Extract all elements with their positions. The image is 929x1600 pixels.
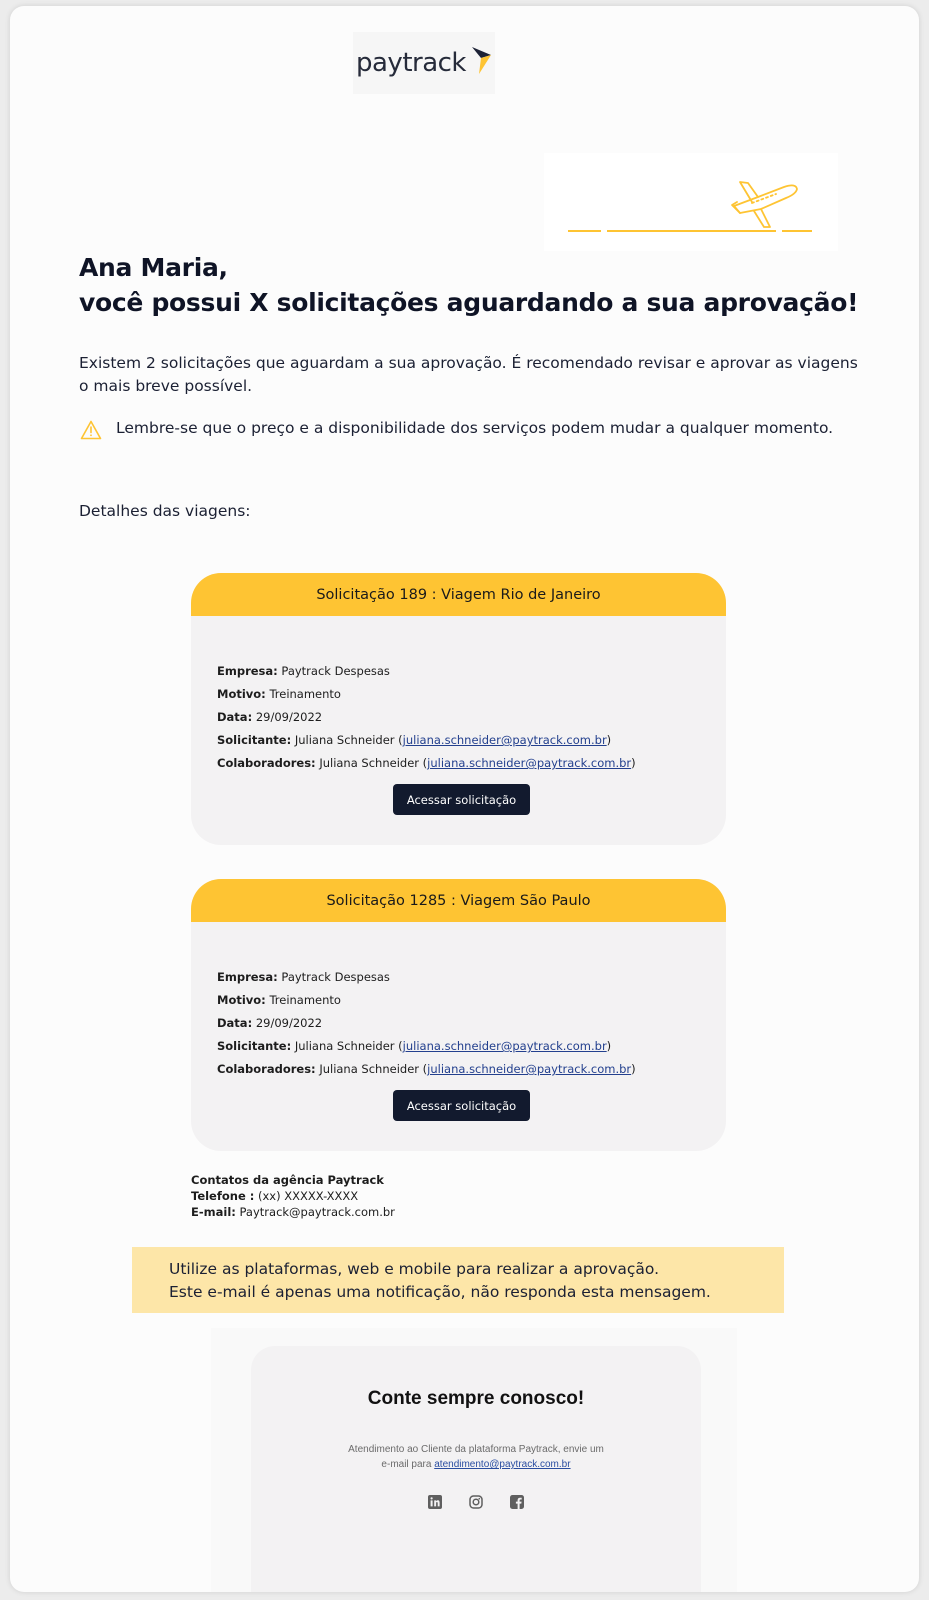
detail-solicitante: Solicitante: Juliana Schneider (juliana.schneider@paytrack.com.br): [217, 733, 612, 747]
request-card-details: [191, 922, 726, 1081]
colaboradores-email-link[interactable]: juliana.schneider@paytrack.com.br: [427, 1062, 632, 1076]
instagram-icon[interactable]: [469, 1494, 483, 1508]
request-card: [191, 573, 726, 845]
footer-text-line-1: Atendimento ao Cliente da plataforma Paytrack, envie um: [348, 1444, 604, 1455]
detail-value: Juliana Schneider: [319, 756, 419, 770]
agency-contacts: [191, 1172, 395, 1220]
notification-banner: [132, 1247, 784, 1313]
contacts-heading: Contatos da agência Paytrack: [191, 1173, 384, 1187]
warning-note: [79, 417, 839, 440]
social-links: [251, 1494, 701, 1508]
airplane-icon: [544, 153, 838, 251]
detail-label: Motivo:: [217, 993, 266, 1007]
email-label: E-mail:: [191, 1205, 236, 1219]
solicitante-email-link[interactable]: juliana.schneider@paytrack.com.br: [402, 733, 607, 747]
detail-label: Motivo:: [217, 687, 266, 701]
footer-text-prefix: e-mail para: [381, 1459, 432, 1470]
greeting: [79, 250, 879, 320]
detail-value: 29/09/2022: [255, 1016, 323, 1030]
support-email-link[interactable]: atendimento@paytrack.com.br: [434, 1459, 571, 1470]
detail-label: Colaboradores:: [217, 756, 316, 770]
logo-mark-icon: [470, 45, 492, 75]
detail-solicitante: Solicitante: Juliana Schneider (juliana.schneider@paytrack.com.br): [217, 1039, 612, 1053]
request-card: [191, 879, 726, 1151]
solicitante-email-link[interactable]: juliana.schneider@paytrack.com.br: [402, 1039, 607, 1053]
footer-card: [251, 1346, 701, 1592]
access-request-button[interactable]: Acessar solicitação: [393, 1090, 530, 1121]
detail-value: Juliana Schneider: [294, 733, 395, 747]
warning-text: Lembre-se que o preço e a disponibilidade dos serviços podem mudar a qualquer momento.: [116, 419, 834, 437]
detail-label: Solicitante:: [217, 733, 292, 747]
detail-value: Juliana Schneider: [319, 1062, 419, 1076]
detail-motivo: [217, 989, 726, 1012]
detail-label: Empresa:: [217, 970, 278, 984]
footer-support-text: [251, 1442, 701, 1472]
greeting-name: Ana Maria,: [79, 253, 228, 282]
email-value: Paytrack@paytrack.com.br: [239, 1205, 395, 1219]
request-card-title: Solicitação 189 : Viagem Rio de Janeiro: [191, 573, 726, 616]
logo-text: paytrack: [356, 48, 466, 78]
notice-line-1: Utilize as plataformas, web e mobile para realizar a aprovação.: [169, 1260, 660, 1278]
footer-title: Conte sempre conosco!: [367, 1388, 585, 1409]
detail-label: Colaboradores:: [217, 1062, 316, 1076]
detail-label: Data:: [217, 710, 253, 724]
plane-illustration: [544, 153, 838, 251]
detail-label: Data:: [217, 1016, 253, 1030]
detail-empresa: [217, 660, 726, 683]
request-card-title: Solicitação 1285 : Viagem São Paulo: [191, 879, 726, 922]
detail-motivo: [217, 683, 726, 706]
request-card-details: [191, 616, 726, 775]
warning-triangle-icon: [79, 420, 103, 440]
email-page: [10, 6, 919, 1592]
contacts-phone: [191, 1188, 395, 1204]
detail-value: Paytrack Despesas: [281, 664, 390, 678]
phone-value: (xx) XXXXX-XXXX: [258, 1189, 359, 1203]
detail-value: Treinamento: [269, 687, 341, 701]
detail-value: Paytrack Despesas: [281, 970, 390, 984]
notice-line-2: Este e-mail é apenas uma notificação, não responda esta mensagem.: [169, 1283, 711, 1301]
detail-colaboradores: Colaboradores: Juliana Schneider (juliana.schneider@paytrack.com.br): [217, 1062, 636, 1076]
detail-data: [217, 1012, 726, 1035]
phone-label: Telefone :: [191, 1189, 255, 1203]
detail-data: [217, 706, 726, 729]
detail-label: Solicitante:: [217, 1039, 292, 1053]
contacts-email: [191, 1204, 395, 1220]
paytrack-logo: [353, 32, 495, 94]
detail-empresa: [217, 966, 726, 989]
intro-text: Existem 2 solicitações que aguardam a sua aprovação. É recomendado revisar e aprovar as viagens o mais breve possível.: [79, 354, 858, 395]
detail-value: 29/09/2022: [255, 710, 323, 724]
details-heading: Detalhes das viagens:: [79, 502, 251, 520]
footer-text-line-2: [251, 1457, 701, 1472]
colaboradores-email-link[interactable]: juliana.schneider@paytrack.com.br: [427, 756, 632, 770]
detail-label: Empresa:: [217, 664, 278, 678]
detail-value: Treinamento: [269, 993, 341, 1007]
facebook-icon[interactable]: [510, 1494, 524, 1508]
detail-value: Juliana Schneider: [294, 1039, 395, 1053]
linkedin-icon[interactable]: [428, 1494, 442, 1508]
greeting-headline: você possui X solicitações aguardando a sua aprovação!: [79, 288, 859, 317]
access-request-button[interactable]: Acessar solicitação: [393, 784, 530, 815]
detail-colaboradores: Colaboradores: Juliana Schneider (juliana.schneider@paytrack.com.br): [217, 756, 636, 770]
